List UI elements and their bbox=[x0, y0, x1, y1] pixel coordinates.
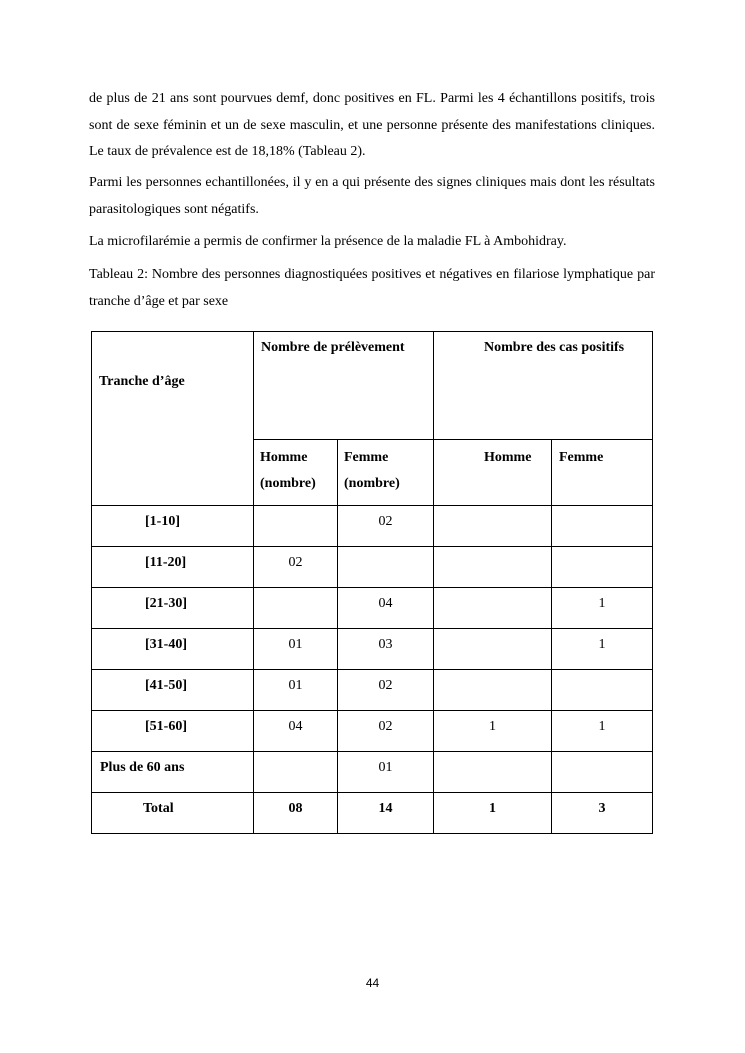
sample-female-cell: 02 bbox=[338, 711, 434, 752]
table-row bbox=[92, 588, 653, 629]
positive-female-cell bbox=[552, 547, 653, 588]
total-sample-male: 08 bbox=[254, 793, 338, 834]
header-male-count-line1: Homme bbox=[260, 450, 308, 465]
header-female-positive: Femme bbox=[552, 440, 653, 506]
table-caption: Tableau 2: Nombre des personnes diagnostiquées positives et négatives en filariose lymphatique par tranche d’âge et par sexe bbox=[89, 267, 655, 309]
positive-female-cell: 1 bbox=[552, 588, 653, 629]
table-row bbox=[92, 506, 653, 547]
positive-female-cell bbox=[552, 752, 653, 793]
positive-male-cell bbox=[434, 670, 552, 711]
paragraph-microfilaremia: La microfilarémie a permis de confirmer la présence de la maladie FL à Ambohidray. bbox=[89, 234, 567, 249]
results-table bbox=[91, 331, 653, 834]
total-positive-female: 3 bbox=[552, 793, 653, 834]
table-row bbox=[92, 547, 653, 588]
sample-male-cell: 01 bbox=[254, 670, 338, 711]
header-sample-count: Nombre de prélèvement bbox=[254, 332, 434, 440]
header-male-count-line2: (nombre) bbox=[260, 476, 316, 491]
positive-male-cell bbox=[434, 588, 552, 629]
sample-male-cell bbox=[254, 752, 338, 793]
sample-female-cell: 02 bbox=[338, 506, 434, 547]
sample-male-cell: 02 bbox=[254, 547, 338, 588]
table-row bbox=[92, 670, 653, 711]
positive-female-cell: 1 bbox=[552, 629, 653, 670]
total-row bbox=[92, 793, 653, 834]
header-female-count-line1: Femme bbox=[344, 450, 389, 465]
table-row bbox=[92, 711, 653, 752]
sample-female-cell: 02 bbox=[338, 670, 434, 711]
sample-female-cell bbox=[338, 547, 434, 588]
positive-male-cell bbox=[434, 547, 552, 588]
positive-male-cell bbox=[434, 629, 552, 670]
positive-female-cell bbox=[552, 506, 653, 547]
age-range-cell: [31-40] bbox=[92, 629, 254, 670]
sample-male-cell bbox=[254, 506, 338, 547]
positive-male-cell bbox=[434, 752, 552, 793]
total-label: Total bbox=[92, 793, 254, 834]
sample-female-cell: 01 bbox=[338, 752, 434, 793]
positive-male-cell bbox=[434, 506, 552, 547]
age-range-cell: Plus de 60 ans bbox=[92, 752, 254, 793]
positive-male-cell: 1 bbox=[434, 711, 552, 752]
page-number: 44 bbox=[365, 976, 380, 990]
positive-female-cell: 1 bbox=[552, 711, 653, 752]
total-sample-female: 14 bbox=[338, 793, 434, 834]
age-range-cell: [51-60] bbox=[92, 711, 254, 752]
sample-male-cell: 04 bbox=[254, 711, 338, 752]
header-female-count-line2: (nombre) bbox=[344, 476, 400, 491]
positive-female-cell bbox=[552, 670, 653, 711]
paragraph-clinical-signs: Parmi les personnes echantillonées, il y en a qui présente des signes cliniques mais dont les résultats parasitologiques sont négatifs. bbox=[89, 175, 655, 217]
age-range-cell: [1-10] bbox=[92, 506, 254, 547]
header-male-count bbox=[254, 440, 338, 506]
sample-female-cell: 03 bbox=[338, 629, 434, 670]
total-positive-male: 1 bbox=[434, 793, 552, 834]
header-female-count bbox=[338, 440, 434, 506]
age-range-cell: [21-30] bbox=[92, 588, 254, 629]
header-male-positive: Homme bbox=[434, 440, 552, 506]
table-row bbox=[92, 629, 653, 670]
age-range-cell: [41-50] bbox=[92, 670, 254, 711]
sample-male-cell: 01 bbox=[254, 629, 338, 670]
header-age-range: Tranche d’âge bbox=[92, 332, 254, 506]
header-positive-cases: Nombre des cas positifs bbox=[434, 332, 653, 440]
sample-male-cell bbox=[254, 588, 338, 629]
age-range-cell: [11-20] bbox=[92, 547, 254, 588]
sample-female-cell: 04 bbox=[338, 588, 434, 629]
table-row bbox=[92, 752, 653, 793]
paragraph-prevalence: de plus de 21 ans sont pourvues demf, donc positives en FL. Parmi les 4 échantillons positifs, trois sont de sexe féminin et un de sexe masculin, et une personne présente des manifestations cliniques. Le taux de prévalence est de 18,18% (Tableau 2). bbox=[89, 91, 655, 159]
